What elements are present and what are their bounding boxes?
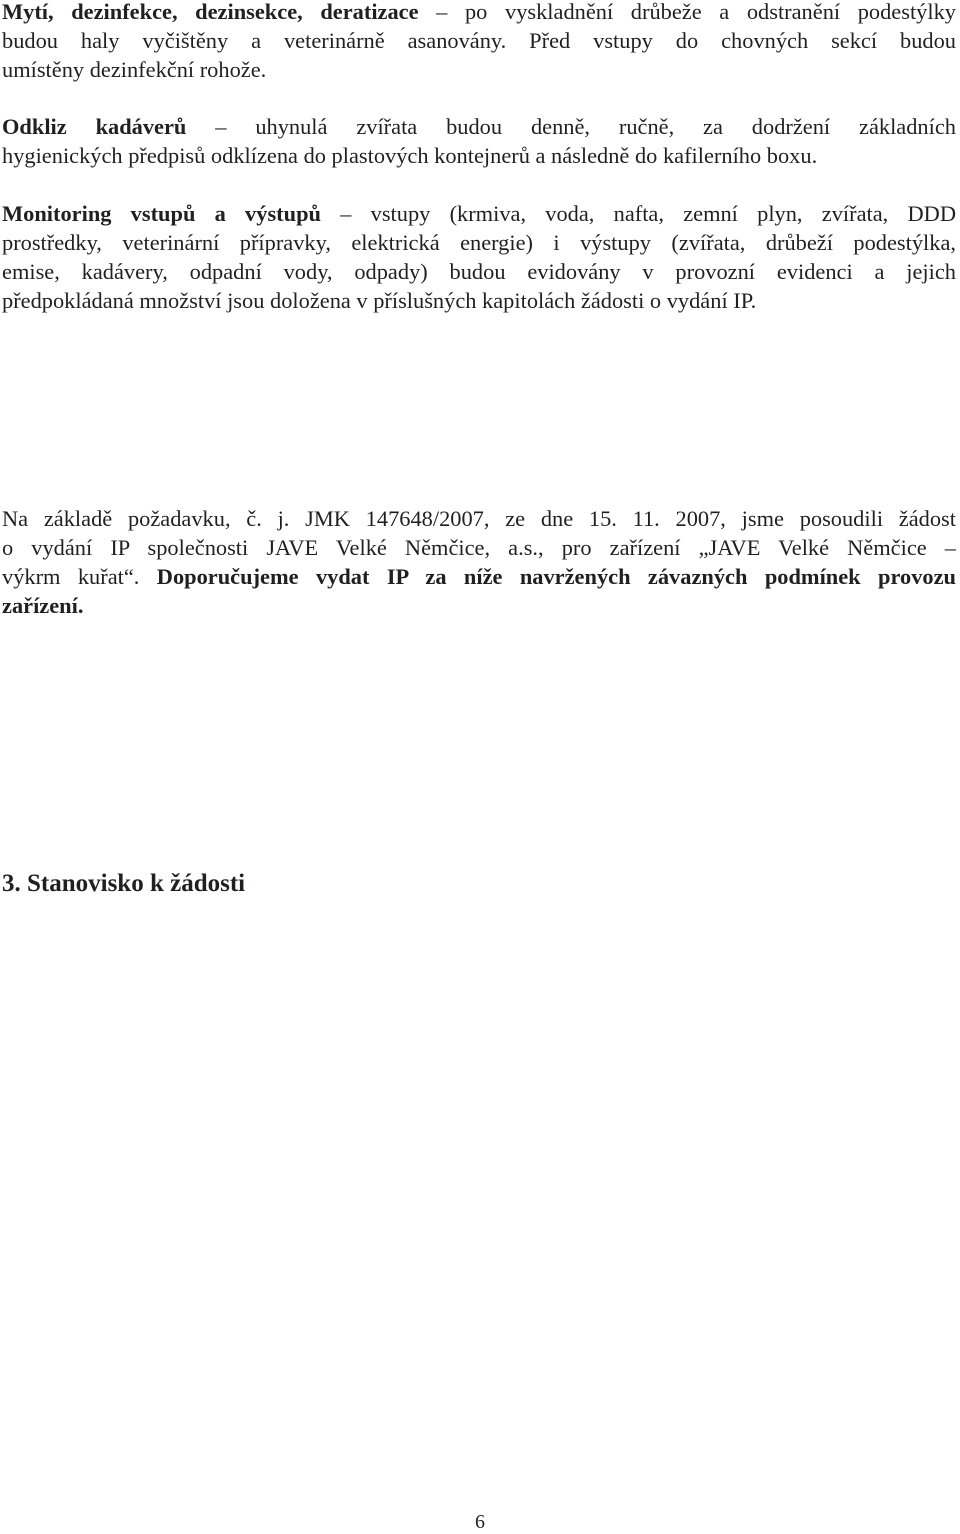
- paragraph-line: prostředky, veterinární přípravky, elektrická energie) i výstupy (zvířata, drůbeží podestýlka,: [2, 230, 956, 255]
- paragraph-line: o vydání IP společnosti JAVE Velké Němčice, a.s., pro zařízení „JAVE Velké Němčice –: [2, 535, 956, 560]
- paragraph-line: Mytí, dezinfekce, dezinsekce, deratizace – po vyskladnění drůbeže a odstranění podestýlky: [2, 0, 956, 24]
- recommendation-text: Doporučujeme vydat IP za níže navržených závazných podmínek provozu: [156, 564, 956, 589]
- paragraph-opinion: [2, 504, 956, 620]
- paragraph-carcass-removal: [2, 112, 956, 170]
- paragraph-line: umístěny dezinfekční rohože.: [2, 57, 267, 82]
- paragraph-title: Mytí, dezinfekce, dezinsekce, deratizace: [2, 0, 419, 24]
- paragraph-line: Odkliz kadáverů – uhynulá zvířata budou denně, ručně, za dodržení základních: [2, 114, 956, 139]
- paragraph-title: Monitoring vstupů a výstupů: [2, 201, 321, 226]
- paragraph-line: výkrm kuřat“. Doporučujeme vydat IP za níže navržených závazných podmínek provozu: [2, 564, 956, 589]
- paragraph-line: předpokládaná množství jsou doložena v příslušných kapitolách žádosti o vydání IP.: [2, 288, 757, 313]
- paragraph-title: Odkliz kadáverů: [2, 114, 187, 139]
- page-number: 6: [475, 1511, 485, 1533]
- section-heading: 3. Stanovisko k žádosti: [2, 870, 246, 897]
- paragraph-line: Monitoring vstupů a výstupů – vstupy (krmiva, voda, nafta, zemní plyn, zvířata, DDD: [2, 201, 956, 226]
- paragraph-line: emise, kadávery, odpadní vody, odpady) budou evidovány v provozní evidenci a jejich: [2, 259, 956, 284]
- paragraph-line: Na základě požadavku, č. j. JMK 147648/2007, ze dne 15. 11. 2007, jsme posoudili žádost: [2, 506, 956, 531]
- paragraph-monitoring: [2, 199, 956, 315]
- recommendation-text: zařízení.: [2, 593, 84, 618]
- paragraph-line: hygienických předpisů odklízena do plastových kontejnerů a následně do kafilerního boxu.: [2, 143, 818, 168]
- paragraph-washing-disinfection: [2, 0, 956, 84]
- paragraph-line: budou haly vyčištěny a veterinárně asanovány. Před vstupy do chovných sekcí budou: [2, 28, 956, 53]
